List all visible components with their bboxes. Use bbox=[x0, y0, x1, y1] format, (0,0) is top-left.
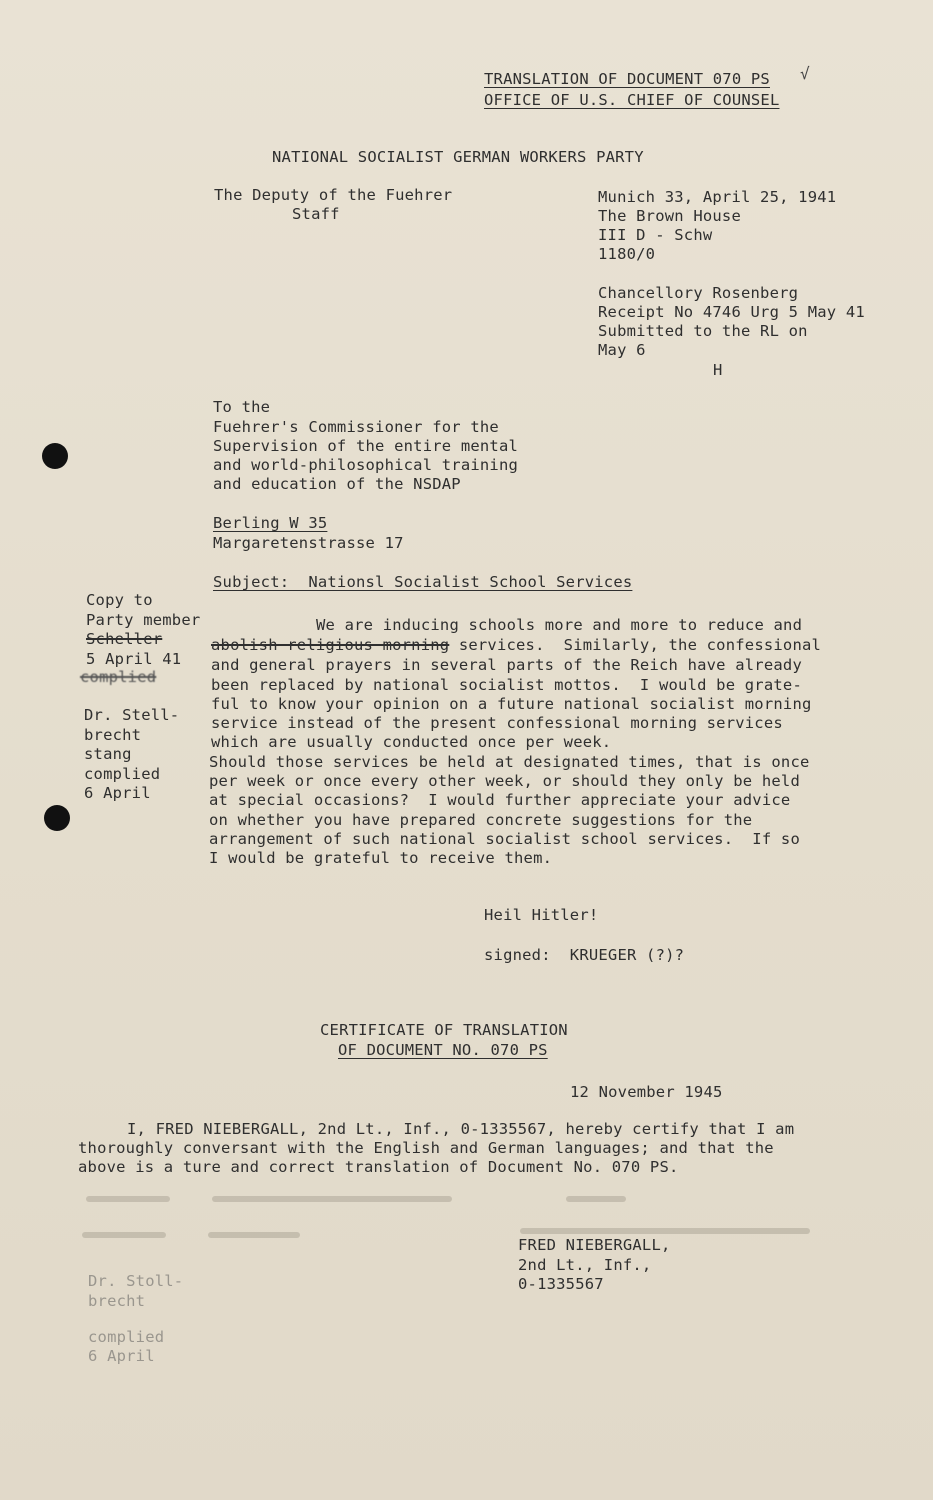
margin-note: Copy to bbox=[86, 591, 153, 609]
addressee-line: and world-philosophical training bbox=[213, 456, 519, 474]
place-date-line: 1180/0 bbox=[598, 245, 656, 263]
certificate-date: 12 November 1945 bbox=[570, 1083, 723, 1101]
body-line: I would be grateful to receive them. bbox=[209, 849, 553, 867]
receipt-line: Submitted to the RL on bbox=[598, 322, 808, 340]
addressee-line: To the bbox=[213, 398, 271, 416]
body-line: We are inducing schools more and more to reduce and bbox=[316, 616, 803, 634]
ink-smudge bbox=[212, 1196, 452, 1202]
certificate-text: above is a ture and correct translation of Document No. 070 PS. bbox=[78, 1158, 679, 1176]
punch-hole-top bbox=[42, 443, 68, 469]
closing-signed: signed: KRUEGER (?)? bbox=[484, 946, 685, 964]
org-title: NATIONAL SOCIALIST GERMAN WORKERS PARTY bbox=[272, 148, 644, 166]
margin-note: Party member bbox=[86, 611, 201, 629]
body-struck-text: abolish religious morning bbox=[211, 636, 450, 654]
body-line: at special occasions? I would further appreciate your advice bbox=[209, 791, 791, 809]
body-line: on whether you have prepared concrete suggestions for the bbox=[209, 811, 753, 829]
body-line: Should those services be held at designated times, that is once bbox=[209, 753, 810, 771]
closing-salute: Heil Hitler! bbox=[484, 906, 599, 924]
signature-name: FRED NIEBERGALL, bbox=[518, 1236, 671, 1254]
show-through-text: Dr. Stoll- bbox=[88, 1272, 184, 1290]
margin-note-struck: complied bbox=[80, 668, 157, 686]
body-text: services. Similarly, the confessional bbox=[449, 636, 822, 654]
show-through-text: 6 April bbox=[88, 1347, 155, 1365]
receipt-line: Chancellory Rosenberg bbox=[598, 284, 799, 302]
address-city: Berling W 35 bbox=[213, 514, 328, 532]
show-through-text: complied bbox=[88, 1328, 165, 1346]
place-date-line: Munich 33, April 25, 1941 bbox=[598, 188, 837, 206]
place-date-line: The Brown House bbox=[598, 207, 741, 225]
body-line: per week or once every other week, or should they only be held bbox=[209, 772, 800, 790]
margin-note: complied bbox=[84, 765, 161, 783]
header-line-2: OFFICE OF U.S. CHIEF OF COUNSEL bbox=[484, 91, 780, 109]
show-through-text: brecht bbox=[88, 1292, 146, 1310]
addressee-line: Fuehrer's Commissioner for the bbox=[213, 418, 499, 436]
place-date-line: III D - Schw bbox=[598, 226, 713, 244]
body-line bbox=[211, 636, 821, 656]
body-line: been replaced by national socialist mottos. I would be grate- bbox=[211, 676, 802, 694]
subject-line: Subject: Nationsl Socialist School Services bbox=[213, 573, 633, 591]
sender-line-1: The Deputy of the Fuehrer bbox=[214, 186, 453, 204]
receipt-initial: H bbox=[713, 361, 723, 379]
check-mark-icon: √ bbox=[800, 64, 810, 83]
ink-smudge bbox=[86, 1196, 170, 1202]
address-street: Margaretenstrasse 17 bbox=[213, 534, 404, 552]
body-line: ful to know your opinion on a future national socialist morning bbox=[211, 695, 812, 713]
margin-note: 6 April bbox=[84, 784, 151, 802]
body-line: and general prayers in several parts of the Reich have already bbox=[211, 656, 802, 674]
ink-smudge bbox=[520, 1228, 810, 1234]
margin-note: brecht bbox=[84, 726, 142, 744]
body-line: service instead of the present confessional morning services bbox=[211, 714, 783, 732]
sender-line-2: Staff bbox=[292, 205, 340, 223]
margin-note: 5 April 41 bbox=[86, 650, 182, 668]
signature-serial: 0-1335567 bbox=[518, 1275, 604, 1293]
receipt-line: May 6 bbox=[598, 341, 646, 359]
body-line: which are usually conducted once per week. bbox=[211, 733, 612, 751]
certificate-text: I, FRED NIEBERGALL, 2nd Lt., Inf., 0-1335567, hereby certify that I am bbox=[127, 1120, 795, 1138]
addressee-line: Supervision of the entire mental bbox=[213, 437, 519, 455]
ink-smudge bbox=[566, 1196, 626, 1202]
ink-smudge bbox=[82, 1232, 166, 1238]
signature-rank: 2nd Lt., Inf., bbox=[518, 1256, 652, 1274]
ink-smudge bbox=[208, 1232, 300, 1238]
body-line: arrangement of such national socialist school services. If so bbox=[209, 830, 800, 848]
addressee-line: and education of the NSDAP bbox=[213, 475, 461, 493]
margin-note: stang bbox=[84, 745, 132, 763]
receipt-line: Receipt No 4746 Urg 5 May 41 bbox=[598, 303, 865, 321]
header-line-1: TRANSLATION OF DOCUMENT 070 PS bbox=[484, 70, 770, 88]
certificate-subtitle: OF DOCUMENT NO. 070 PS bbox=[338, 1041, 548, 1059]
margin-note: Dr. Stell- bbox=[84, 706, 180, 724]
certificate-title: CERTIFICATE OF TRANSLATION bbox=[320, 1021, 568, 1039]
margin-note-struck: Scheller bbox=[86, 630, 163, 648]
certificate-text: thoroughly conversant with the English and German languages; and that the bbox=[78, 1139, 774, 1157]
punch-hole-bottom bbox=[44, 805, 70, 831]
